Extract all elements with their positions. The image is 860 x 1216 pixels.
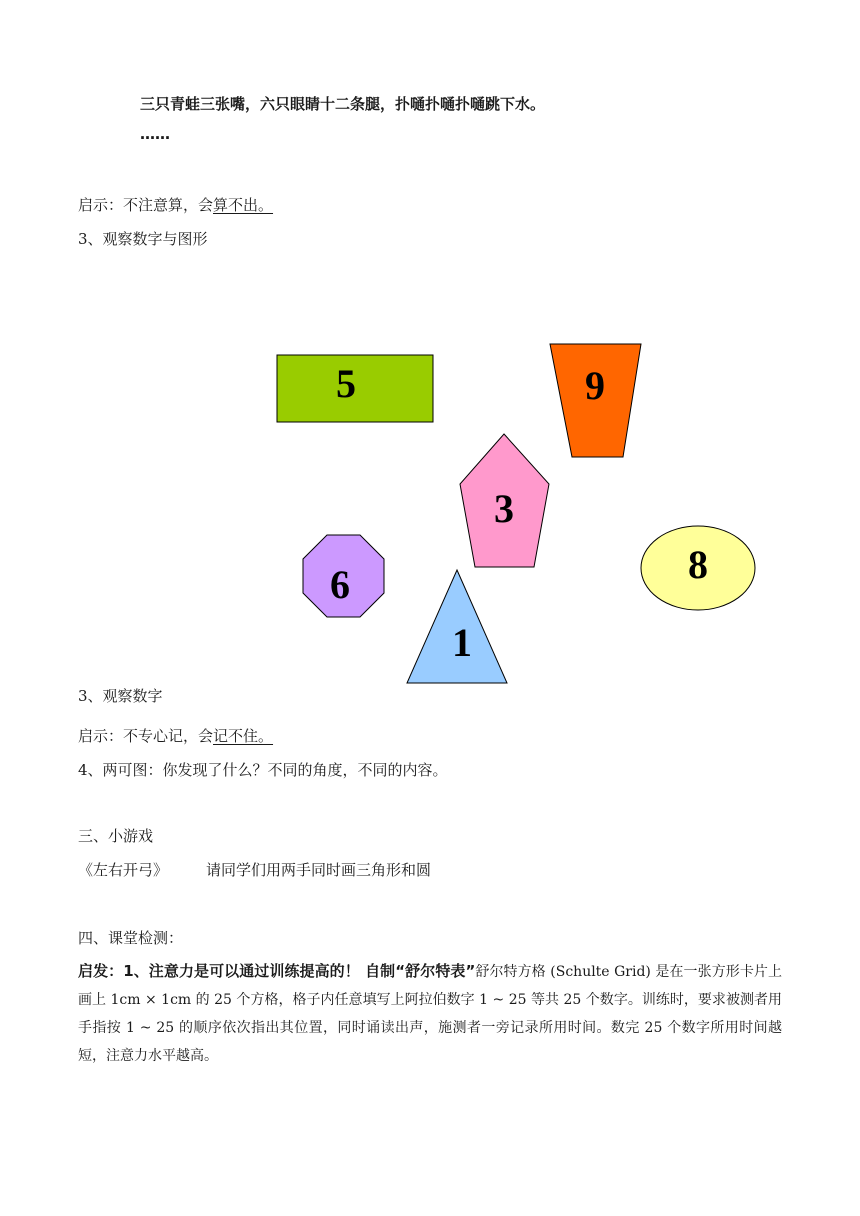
trapezoid-label: 9: [585, 363, 605, 408]
pentagon-shape: [460, 434, 549, 567]
rhyme-line-2: ……: [140, 125, 170, 143]
trapezoid-shape: [550, 344, 641, 457]
hint-2: [78, 726, 273, 746]
ellipse-label: 8: [688, 542, 708, 587]
game-desc: 请同学们用两手同时画三角形和圆: [206, 861, 432, 879]
triangle-shape: [407, 570, 507, 683]
game-title: 《左右开弓》: [78, 861, 169, 879]
triangle-label: 1: [452, 620, 472, 665]
hint-2-underlined: 记不住。: [213, 727, 274, 745]
hint-1-prefix: 启示：不注意算，会: [78, 196, 214, 214]
pentagon-label: 3: [494, 486, 514, 531]
test-body: 舒尔特方格 (Schulte Grid) 是在一张方形卡片上画上 1cm × 1cm 的 25 个方格，格子内任意填写上阿拉伯数字 1 ~ 25 等共 25 个数字。训练时，要求被测者用手指按 1 ~ 25 的顺序依次指出其位置，同时诵读出声，施测者一旁记录所用时间。数完 25 个数字所用时间越短，注意力水平越高。: [78, 964, 782, 1064]
section-observe-shapes: 3、观察数字与图形: [78, 230, 208, 248]
rectangle-shape: [277, 355, 433, 422]
section-game: 三、小游戏: [78, 827, 154, 845]
section-test: 四、课堂检测：: [78, 929, 184, 947]
rhyme-line-1: 三只青蛙三张嘴，六只眼睛十二条腿，扑嗵扑嗵扑嗵跳下水。: [140, 95, 546, 113]
game-line: [78, 860, 431, 880]
test-lead: 启发：1、注意力是可以通过训练提高的！ 自制“舒尔特表”: [78, 962, 476, 980]
hint-2-prefix: 启示：不专心记，会: [78, 727, 214, 745]
test-paragraph: [78, 957, 782, 1070]
ellipse-shape: [641, 526, 755, 610]
hint-1: [78, 195, 273, 215]
shapes-figure: [0, 330, 860, 690]
section-observe-numbers: 3、观察数字: [78, 687, 163, 705]
item-4: 4、两可图：你发现了什么？不同的角度，不同的内容。: [78, 761, 448, 779]
octagon-label: 6: [330, 562, 350, 607]
rectangle-label: 5: [336, 361, 356, 406]
octagon-shape: [303, 535, 384, 617]
hint-1-underlined: 算不出。: [213, 196, 274, 214]
